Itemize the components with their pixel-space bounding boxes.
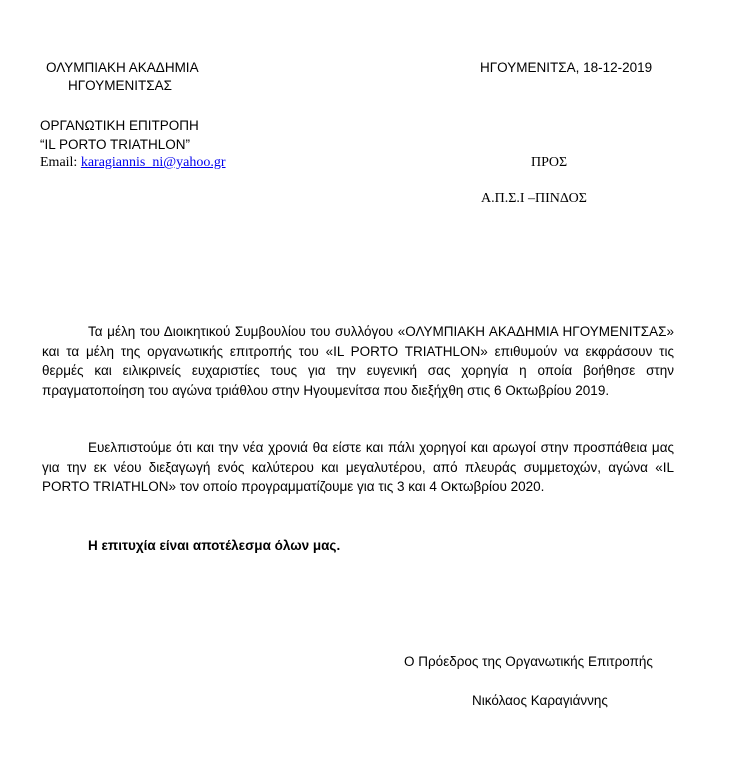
email-label: Email: (40, 155, 81, 170)
body-paragraph-1: Τα μέλη του Διοικητικού Συμβουλίου του συλλόγου «ΟΛΥΜΠΙΑΚΗ ΑΚΑΔΗΜΙΑ ΗΓΟΥΜΕΝΙΤΣΑΣ» και τα μέλη της οργανωτικής επιτροπής του «IL PORTO TRIATHLON» επιθυμούν να εκφράσουν τις θερμές και ειλικρινείς ευχαριστίες τους για την ευγενική σας χορηγία η οποία βοήθησε στην πραγματοποίηση του αγώνα τριάθλου στην Ηγουμενίτσα που διεξήχθη στις 6 Οκτωβρίου 2019. (42, 324, 674, 398)
email-line (40, 155, 226, 171)
signature-title: Ο Πρόεδρος της Οργανωτικής Επιτροπής (404, 654, 653, 669)
body-paragraph-2: Ευελπιστούμε ότι και την νέα χρονιά θα είστε και πάλι χορηγοί και αρωγοί στην προσπάθεια μας για την εκ νέου διεξαγωγή ενός καλύτερου και μεγαλυτέρου, από πλευράς συμμετοχών, αγώνα «IL PORTO TRIATHLON» τον οποίο προγραμματίζουμε για τις 3 και 4 Οκτωβρίου 2020. (42, 440, 674, 494)
closing-statement: Η επιτυχία είναι αποτέλεσμα όλων μας. (88, 538, 341, 553)
email-link[interactable]: karagiannis_ni@yahoo.gr (80, 155, 226, 170)
signature-name: Νικόλαος Καραγιάννης (472, 693, 608, 708)
sender-org-name: ΟΛΥΜΠΙΑΚΗ ΑΚΑΔΗΜΙΑ (46, 60, 199, 75)
committee-title: ΟΡΓΑΝΩΤΙΚΗ ΕΠΙΤΡΟΠΗ (40, 118, 199, 133)
committee-event-name: “IL PORTO TRIATHLON” (40, 137, 191, 152)
recipient-to-label: ΠΡΟΣ (531, 155, 568, 170)
recipient-name: Α.Π.Σ.Ι –ΠΙΝΔΟΣ (481, 191, 587, 206)
sender-org-city: ΗΓΟΥΜΕΝΙΤΣΑΣ (68, 78, 172, 93)
place-date: ΗΓΟΥΜΕΝΙΤΣΑ, 18-12-2019 (480, 60, 653, 75)
